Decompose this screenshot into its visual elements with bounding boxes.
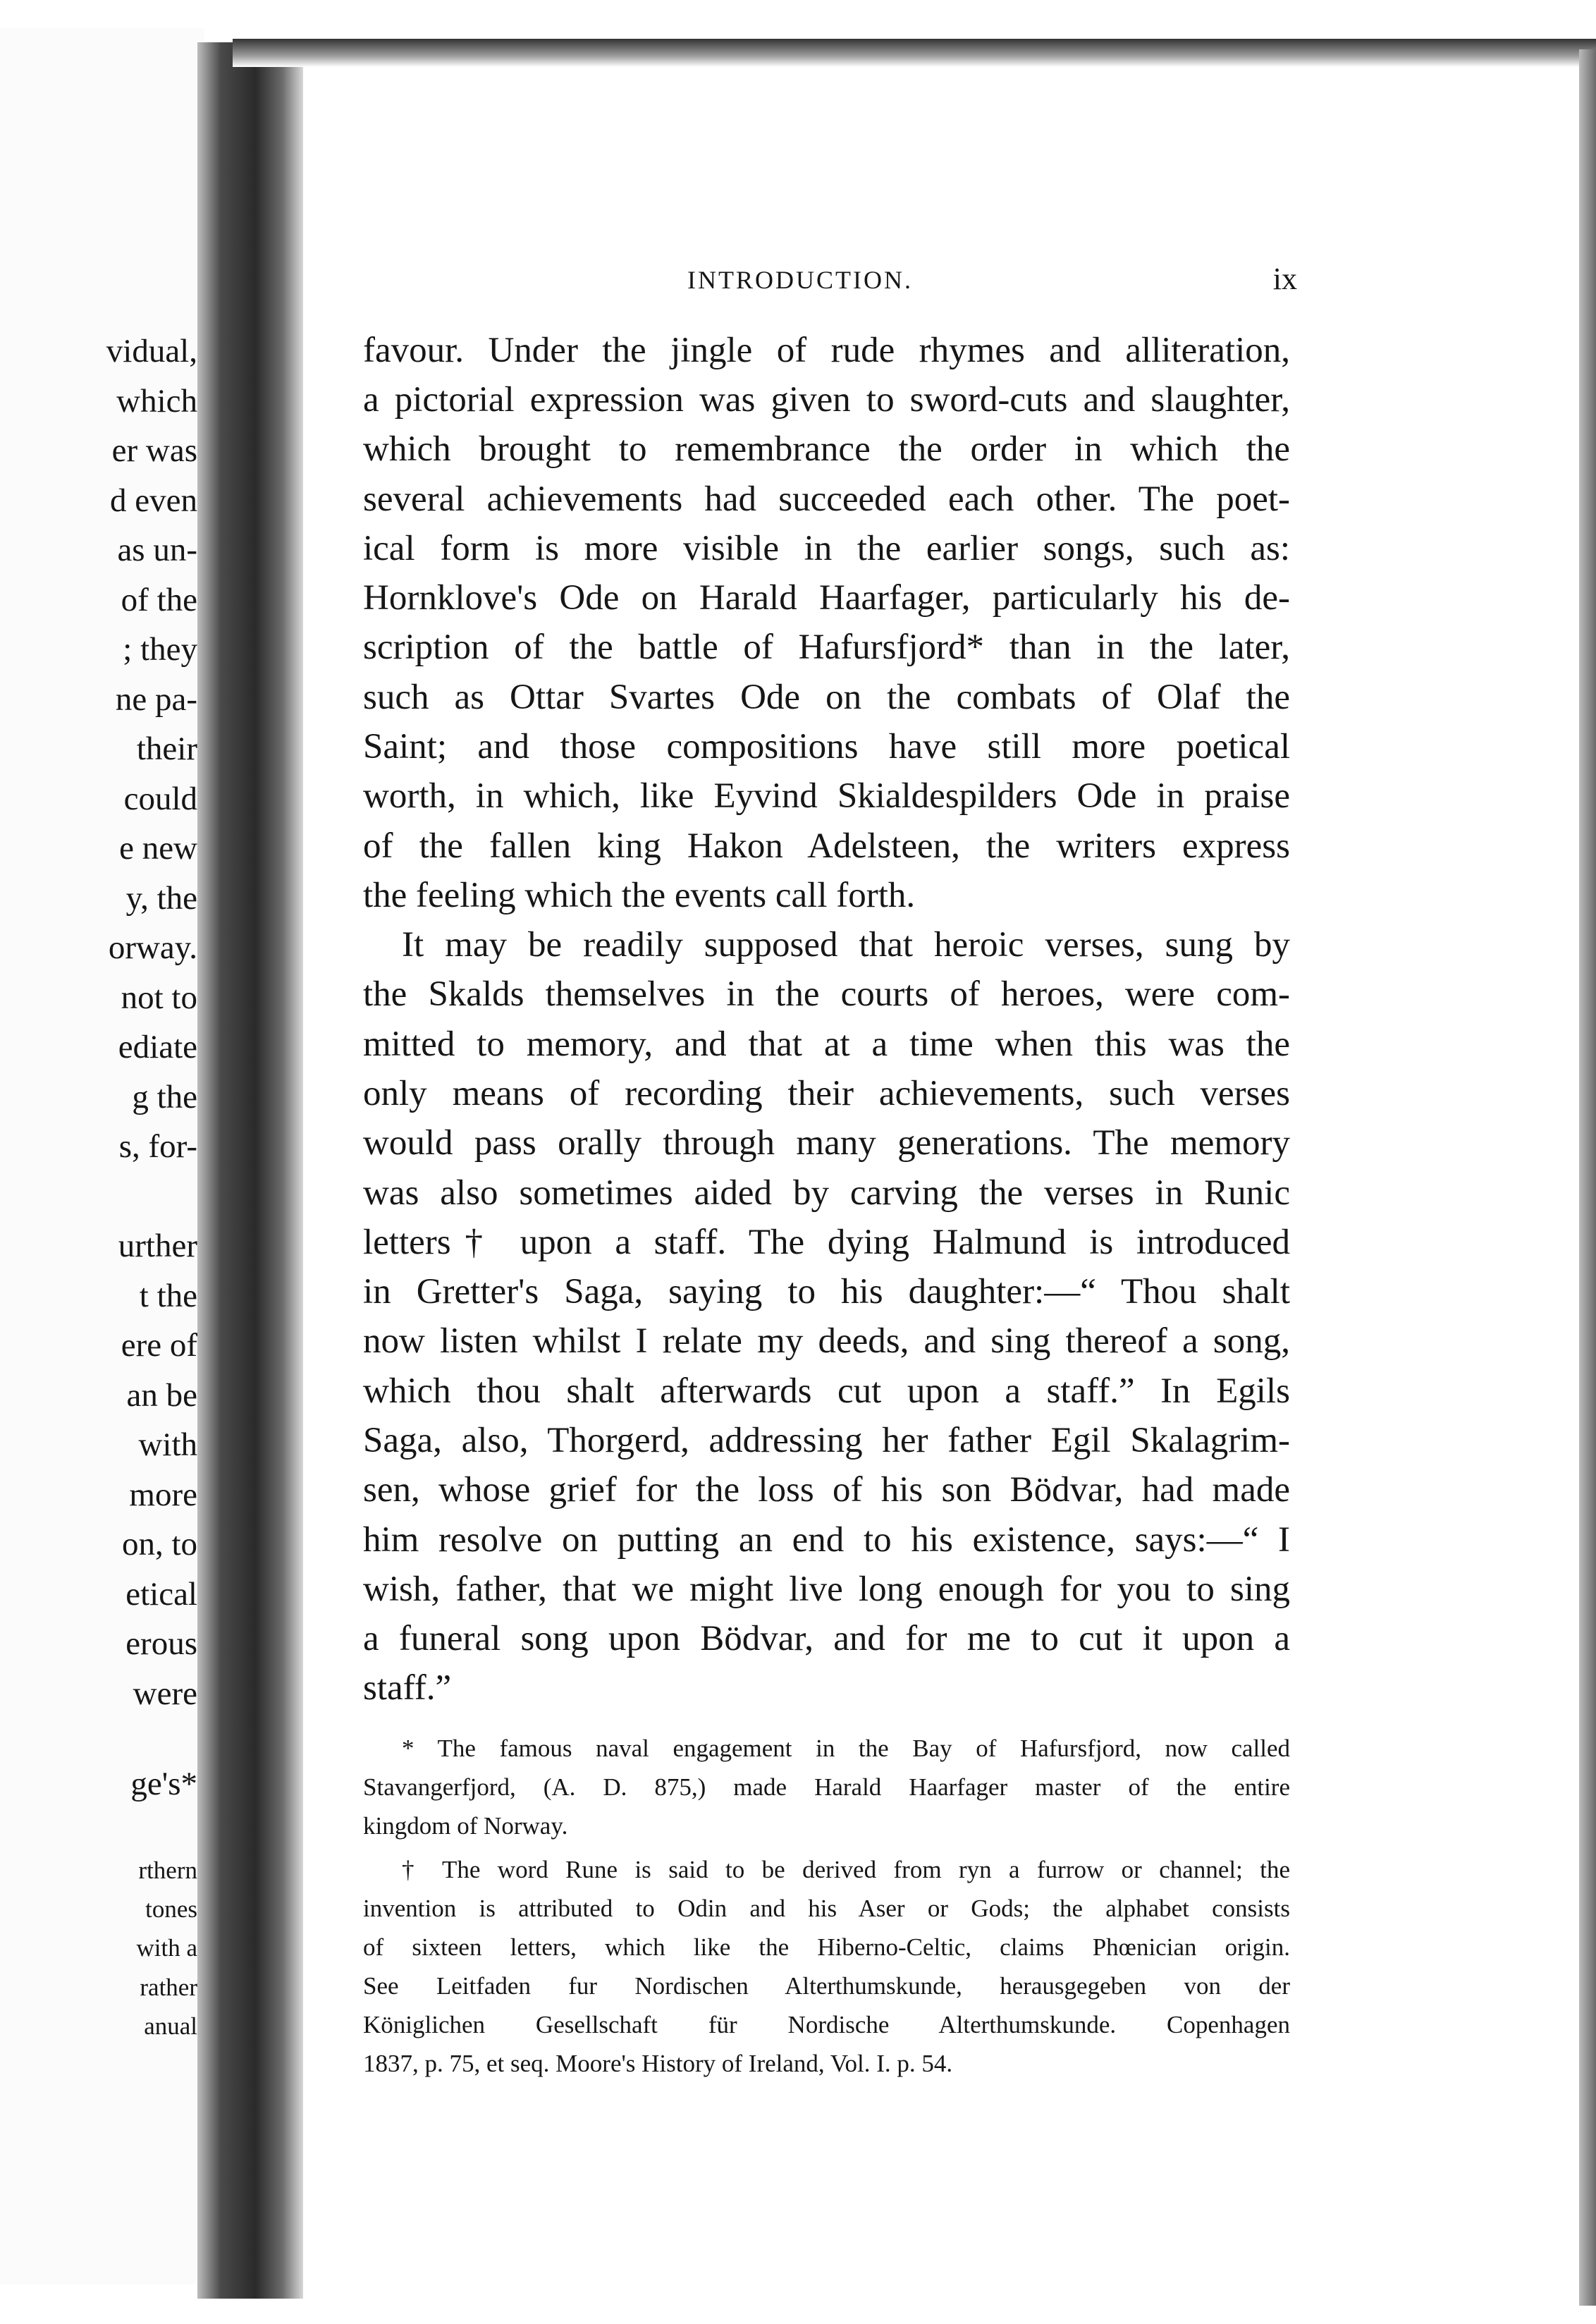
body-line: Saga, also, Thorgerd, addressing her father Egil Skalagrim- — [363, 1421, 1290, 1460]
left-page-line: t the — [139, 1278, 197, 1314]
left-page-line: ge's* — [130, 1766, 197, 1802]
left-page-line: ediate — [118, 1029, 197, 1065]
footnote-line: 1837, p. 75, et seq. Moore's History of Ireland, Vol. I. p. 54. — [363, 2050, 953, 2077]
left-page-line: ne pa- — [115, 681, 197, 718]
footnote-line: of sixteen letters, which like the Hiberno-Celtic, claims Phœnician origin. — [363, 1933, 1290, 1961]
left-page-line: vidual, — [106, 333, 197, 369]
left-page-line: d even — [110, 482, 197, 519]
body-line: a pictorial expression was given to sword-cuts and slaughter, — [363, 380, 1290, 420]
left-page-line: y, the — [125, 880, 197, 917]
footnote-line: * The famous naval engagement in the Bay of Hafursfjord, now called — [402, 1735, 1290, 1762]
running-head: INTRODUCTION. — [687, 266, 913, 294]
left-page-line: an be — [126, 1377, 197, 1414]
body-line: Hornklove's Ode on Harald Haarfager, particularly his de- — [363, 578, 1290, 618]
body-line: him resolve on putting an end to his existence, says:—“ I — [363, 1520, 1290, 1560]
left-page-line: as un- — [117, 532, 197, 568]
body-line: was also sometimes aided by carving the verses in Runic — [363, 1173, 1290, 1213]
body-line: such as Ottar Svartes Ode on the combats of Olaf the — [363, 678, 1290, 717]
left-page-line: orway. — [108, 929, 197, 966]
footnote-line: See Leitfaden fur Nordischen Alterthumskunde, herausgegeben von der — [363, 1972, 1290, 2000]
body-line: scription of the battle of Hafursfjord* than in the later, — [363, 628, 1290, 667]
left-page-footnote-line: rather — [140, 1974, 197, 2001]
body-line: the Skalds themselves in the courts of heroes, were com- — [363, 974, 1290, 1014]
body-line: only means of recording their achievements, such verses — [363, 1074, 1290, 1113]
left-page-line: e new — [119, 830, 197, 867]
left-page-line: their — [136, 730, 197, 767]
left-page-line: of the — [121, 582, 197, 618]
binding-gutter-shadow — [197, 42, 303, 2299]
body-line: the feeling which the events call forth. — [363, 876, 916, 915]
left-page-footnote-line: rthern — [138, 1857, 197, 1884]
left-page-line: not to — [121, 979, 197, 1016]
left-page-line: were — [133, 1675, 197, 1712]
left-page-line: g the — [132, 1079, 197, 1115]
footnote-line: invention is attributed to Odin and his Aser or Gods; the alphabet consists — [363, 1895, 1290, 1922]
body-line: which thou shalt afterwards cut upon a staff.” In Egils — [363, 1371, 1290, 1411]
left-page-line: etical — [125, 1576, 197, 1613]
body-line: favour. Under the jingle of rude rhymes and alliteration, — [363, 331, 1290, 370]
left-page-line: s, for- — [118, 1128, 197, 1165]
page-number: ix — [1272, 262, 1297, 296]
footnote-line: Stavangerfjord, (A. D. 875,) made Harald Haarfager master of the entire — [363, 1773, 1290, 1801]
left-page-footnote-line: tones — [145, 1895, 197, 1923]
body-line: wish, father, that we might live long enough for you to sing — [363, 1570, 1290, 1609]
left-page-line: er was — [111, 432, 197, 469]
body-line: It may be readily supposed that heroic verses, sung by — [402, 925, 1290, 965]
footnote-line: † The word Rune is said to be derived from ryn a furrow or channel; the — [402, 1856, 1290, 1883]
body-line: a funeral song upon Bödvar, and for me to cut it upon a — [363, 1619, 1290, 1658]
body-line: ical form is more visible in the earlier songs, such as: — [363, 529, 1290, 568]
left-page-line: ere of — [121, 1327, 197, 1364]
page-top-shadow — [233, 39, 1596, 67]
body-line: now listen whilst I relate my deeds, and sing thereof a song, — [363, 1321, 1290, 1361]
body-line: staff.” — [363, 1668, 452, 1708]
footnote-line: Königlichen Gesellschaft für Nordische Alterthumskunde. Copenhagen — [363, 2011, 1290, 2038]
body-line: sen, whose grief for the loss of his son Bödvar, had made — [363, 1470, 1290, 1510]
left-page-line: could — [123, 781, 197, 817]
left-page-line: which — [116, 383, 197, 420]
left-page-line: with — [138, 1426, 197, 1463]
body-line: worth, in which, like Eyvind Skialdespilders Ode in praise — [363, 776, 1290, 816]
body-line: letters† upon a staff. The dying Halmund is introduced — [363, 1223, 1290, 1262]
footnote-line: kingdom of Norway. — [363, 1812, 568, 1840]
left-page-line: erous — [125, 1625, 197, 1662]
left-page-footnote-line: anual — [144, 2012, 197, 2040]
body-line: several achievements had succeeded each other. The poet- — [363, 479, 1290, 519]
page-edge-shadow — [1579, 49, 1596, 2306]
left-page-line: more — [129, 1476, 197, 1513]
body-line: which brought to remembrance the order in which the — [363, 429, 1290, 469]
body-line: in Gretter's Saga, saying to his daughter:—“ Thou shalt — [363, 1272, 1290, 1311]
body-line: mitted to memory, and that at a time when this was the — [363, 1025, 1290, 1064]
body-line: would pass orally through many generations. The memory — [363, 1123, 1290, 1163]
left-page-line: on, to — [121, 1526, 197, 1562]
body-line: of the fallen king Hakon Adelsteen, the writers express — [363, 826, 1290, 866]
page-header — [303, 261, 1297, 303]
left-page-footnote-line: with a — [136, 1934, 197, 1962]
previous-page — [0, 28, 204, 2285]
left-page-line: urther — [118, 1228, 197, 1264]
body-line: Saint; and those compositions have still more poetical — [363, 727, 1290, 766]
left-page-line: ; they — [123, 631, 197, 668]
